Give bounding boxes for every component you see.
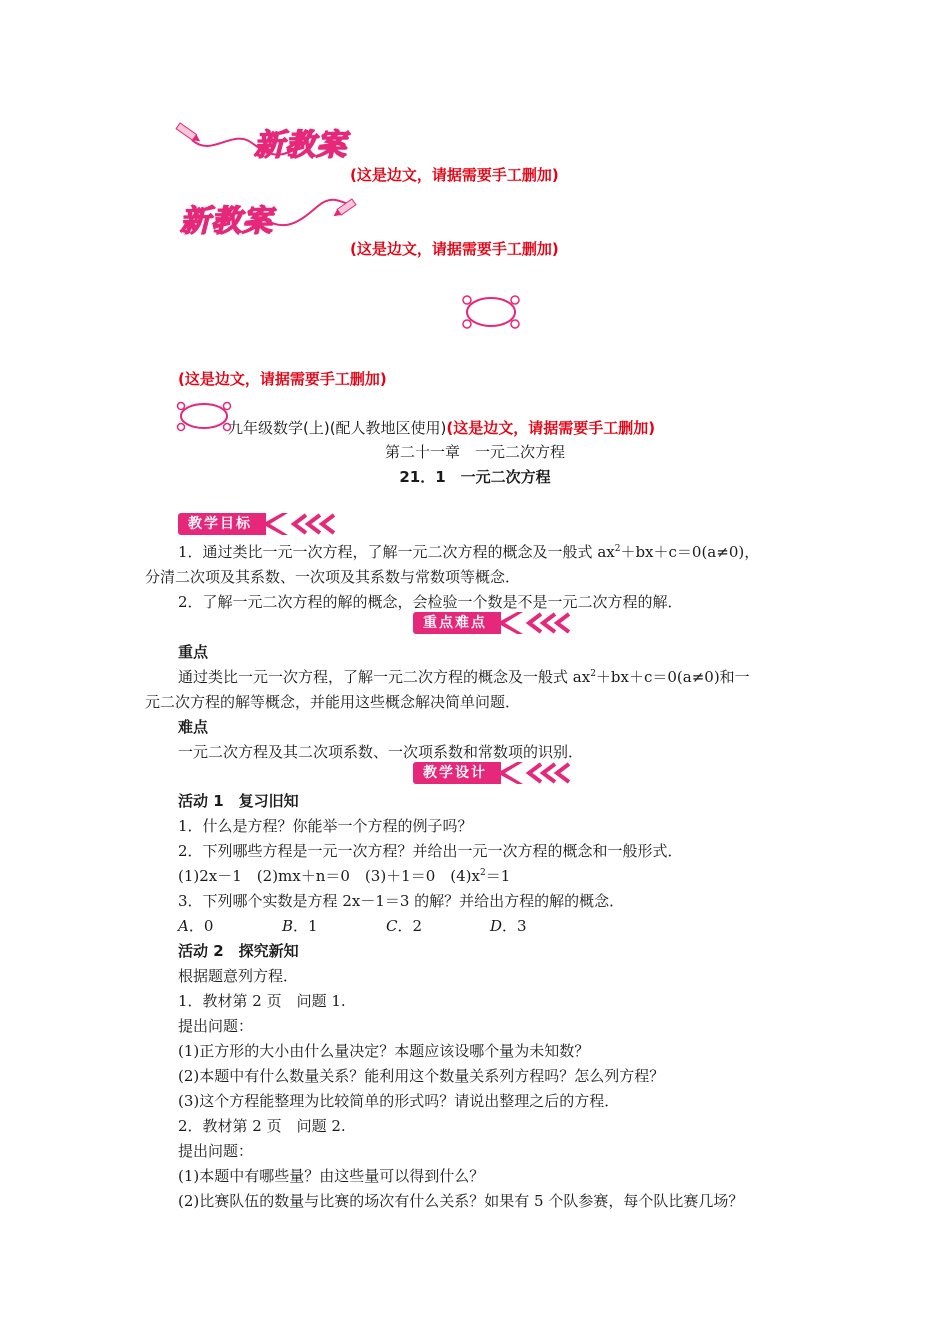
- activity2-p2-q1: (1)本题中有哪些量？由这些量可以得到什么？: [178, 1167, 485, 1185]
- key-heading: 重点: [178, 643, 209, 661]
- activity2-p1-q3: (3)这个方程能整理为比较简单的形式吗？请说出整理之后的方程．: [178, 1092, 620, 1110]
- logo-text: 新教案: [180, 204, 273, 239]
- chapter-title: 第二十一章 一元二次方程: [384, 443, 565, 461]
- activity2-title: 活动 2 探究新知: [178, 942, 299, 960]
- ornate-frame-icon: [461, 290, 521, 334]
- logo-text: 新教案: [254, 128, 347, 163]
- difficulty-text: 一元二次方程及其二次项系数、一次项系数和常数项的识别．: [178, 743, 584, 761]
- ornate-frame-icon: [176, 398, 232, 436]
- book-title: 九年级数学(上)(配人教地区使用): [228, 419, 447, 437]
- choice-a: A．0: [178, 917, 214, 935]
- difficulty-heading: 难点: [178, 718, 209, 736]
- activity2-ask-1: 提出问题：: [178, 1017, 254, 1035]
- banner-design-label: 教学设计: [413, 762, 501, 784]
- activity1-q2-options: (1)2x－1 (2)mx＋n＝0 (3)＋1＝0 $(4)x^2=1$: [178, 867, 511, 885]
- activity2-p2-q2: (2)比赛队伍的数量与比赛的场次有什么关系？如果有 5 个队参赛，每个队比赛几场？: [178, 1192, 744, 1210]
- activity1-choices: [178, 916, 594, 936]
- activity2-p1-q1: (1)正方形的大小由什么量决定？本题应该设哪个量为未知数？: [178, 1042, 590, 1060]
- activity2-problem1: 1．教材第 2 页 问题 1.: [178, 992, 346, 1010]
- activity2-ask-2: 提出问题：: [178, 1142, 254, 1160]
- activity1-q2: 2．下列哪些方程是一元一次方程？并给出一元一次方程的概念和一般形式．: [178, 842, 683, 860]
- section-title: 21．1 一元二次方程: [399, 468, 551, 486]
- chevrons-icon: [497, 612, 577, 634]
- activity2-p1-q2: (2)本题中有什么数量关系？能利用这个数量关系列方程吗？怎么列方程？: [178, 1067, 665, 1085]
- key-text-cont: 元二次方程的解等概念，并能用这些概念解决简单问题．: [145, 693, 521, 711]
- chevrons-icon: [497, 762, 577, 784]
- activity1-q1: 1．什么是方程？你能举一个方程的例子吗？: [178, 817, 473, 835]
- banner-goals-label: 教学目标: [178, 513, 266, 535]
- key-text: 通过类比一元一次方程，了解一元二次方程的概念及一般式 $ax^2+bx+c=0(a\ne 0)$和一: [178, 668, 750, 686]
- activity2-intro: 根据题意列方程．: [178, 967, 299, 985]
- pencil-swirl-icon: [178, 196, 363, 236]
- chevrons-icon: [262, 513, 342, 535]
- goal-item-2: 2．了解一元二次方程的解的概念，会检验一个数是不是一元二次方程的解．: [178, 593, 683, 611]
- activity1-title: 活动 1 复习旧知: [178, 792, 299, 810]
- goal-item-1-cont: 分清二次项及其系数、一次项及其系数与常数项等概念．: [145, 568, 521, 586]
- choice-b: B．1: [282, 917, 318, 935]
- logo-second: [178, 196, 363, 239]
- activity1-q3: 3．下列哪个实数是方程 2x－1＝3 的解？并给出方程的解的概念．: [178, 892, 625, 910]
- choice-d: D．3: [490, 917, 527, 935]
- side-note-2: (这是边文，请据需要手工删加): [350, 240, 559, 258]
- logo-top: [172, 118, 357, 162]
- side-note-4: (这是边文，请据需要手工删加): [446, 419, 656, 437]
- side-note-3: (这是边文，请据需要手工删加): [178, 370, 387, 388]
- banner-key-label: 重点难点: [413, 612, 501, 634]
- choice-c: C．2: [386, 917, 423, 935]
- book-title-line: [228, 417, 655, 438]
- goal-item-1: 1．通过类比一元一次方程，了解一元二次方程的概念及一般式 $ax^2+bx+c=0(a\ne 0)$，: [178, 543, 760, 561]
- activity2-problem2: 2．教材第 2 页 问题 2.: [178, 1117, 346, 1135]
- side-note-1: (这是边文，请据需要手工删加): [350, 166, 559, 184]
